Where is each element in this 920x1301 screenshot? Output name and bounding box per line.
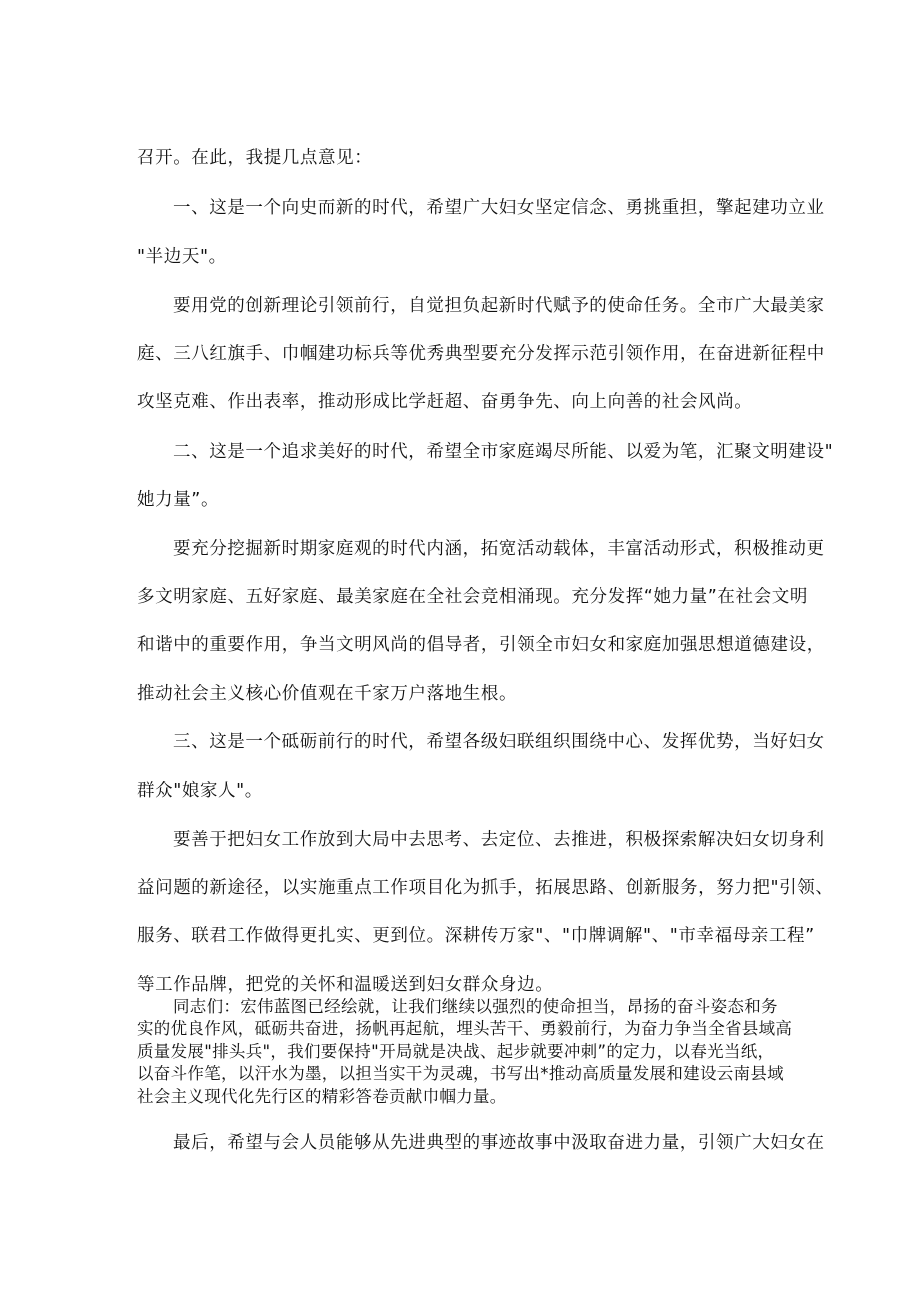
- text-line: 攻坚克难、作出表率，推动形成比学赶超、奋勇争先、向上向善的社会风尚。: [137, 392, 753, 412]
- text-line: 推动社会主义核心价值观在千家万户落地生根。: [137, 684, 518, 704]
- text-line: 社会主义现代化先行区的精彩答卷贡献巾帼力量。: [137, 1087, 507, 1106]
- text-line: 等工作品牌，把党的关怀和温暖送到妇女群众身边。: [137, 975, 554, 995]
- text-line: 二、这是一个追求美好的时代，希望全市家庭竭尽所能、以爱为笔，汇聚文明建设": [173, 442, 834, 462]
- text-line: 要充分挖掘新时期家庭观的时代内涵，拓宽活动载体，丰富活动形式，积极推动更: [173, 539, 825, 559]
- text-line: 同志们：宏伟蓝图已经绘就，让我们继续以强烈的使命担当，昂扬的奋斗姿态和务: [173, 997, 778, 1016]
- text-line: 召开。在此，我提几点意见：: [137, 148, 373, 168]
- text-line: 以奋斗作笔，以汗水为墨，以担当实干为灵魂，书写出*推动高质量发展和建设云南县域: [137, 1064, 784, 1083]
- text-line: 要善于把妇女工作放到大局中去思考、去定位、去推进，积极探索解决妇女切身利: [173, 830, 825, 850]
- text-line: 益问题的新途径，以实施重点工作项目化为抓手，拓展思路、创新服务，努力把"引领、: [137, 878, 834, 898]
- text-line: 三、这是一个砥砺前行的时代，希望各级妇联组织围绕中心、发挥优势，当好妇女: [173, 732, 825, 752]
- text-line: 她力量”。: [137, 490, 220, 510]
- text-line: 多文明家庭、五好家庭、最美家庭在全社会竞相涌现。充分发挥“她力量”在社会文明: [137, 587, 808, 607]
- text-line: 服务、联君工作做得更扎实、更到位。深耕传万家"、"巾牌调解"、"市幸福母亲工程”: [137, 926, 815, 946]
- text-line: "半边天"。: [137, 247, 227, 267]
- text-line: 庭、三八红旗手、巾帼建功标兵等优秀典型要充分发挥示范引领作用，在奋进新征程中: [137, 344, 825, 364]
- text-line: 质量发展"排头兵"，我们要保持"开局就是决战、起步就要冲刺”的定力，以春光当纸，: [137, 1042, 775, 1061]
- text-line: 实的优良作风，砥砺共奋进，扬帆再起航，埋头苦干、勇毅前行，为奋力争当全省县域高: [137, 1019, 793, 1038]
- text-line: 群众"娘家人"。: [137, 781, 263, 801]
- text-line: 要用党的创新理论引领前行，自觉担负起新时代赋予的使命任务。全市广大最美家: [173, 296, 825, 316]
- text-line: 一、这是一个向史而新的时代，希望广大妇女坚定信念、勇挑重担，擎起建功立业: [173, 198, 825, 218]
- text-line: 和谐中的重要作用，争当文明风尚的倡导者，引领全市妇女和家庭加强思想道德建设，: [137, 635, 825, 655]
- text-line: 最后，希望与会人员能够从先进典型的事迹故事中汲取奋进力量，引领广大妇女在: [173, 1133, 825, 1153]
